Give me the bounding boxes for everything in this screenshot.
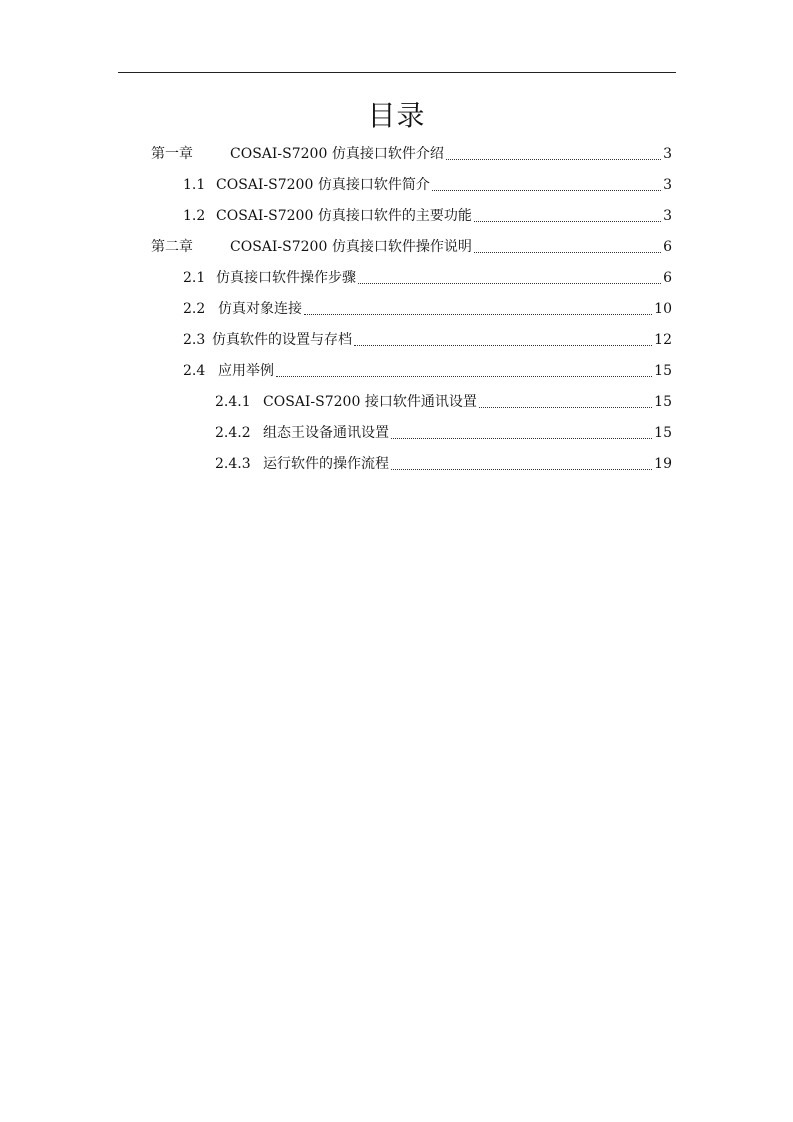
toc-entry-page: 3	[663, 208, 672, 224]
toc-entry-page: 12	[654, 332, 672, 348]
dot-leader	[391, 438, 652, 439]
dot-leader	[474, 252, 661, 253]
toc-entry-number: 2.4.3	[215, 456, 251, 472]
toc-entry-title: COSAI-S7200 仿真接口软件简介	[216, 177, 430, 193]
toc-entry-page: 3	[663, 146, 672, 162]
toc-entry-title: COSAI-S7200 仿真接口软件操作说明	[230, 239, 472, 255]
toc-entry-page: 10	[654, 301, 672, 317]
toc-entry-title: 运行软件的操作流程	[263, 456, 389, 472]
dot-leader	[391, 469, 652, 470]
toc-entry-number: 2.4.1	[215, 394, 251, 410]
toc-entry-title: 仿真对象连接	[218, 301, 302, 317]
toc-entry-page: 15	[654, 394, 672, 410]
toc-entry-2-4-3[interactable]	[215, 454, 672, 474]
toc-entry-2-2[interactable]	[183, 299, 672, 319]
toc-entry-2-4[interactable]	[183, 361, 672, 381]
toc-entry-page: 15	[654, 425, 672, 441]
toc-entry-title: 仿真软件的设置与存档	[212, 332, 352, 348]
toc-entry-page: 6	[663, 270, 672, 286]
dot-leader	[304, 314, 652, 315]
header-rule	[118, 72, 676, 73]
toc-entry-1-2[interactable]	[183, 206, 672, 226]
dot-leader	[358, 283, 661, 284]
toc-entry-number: 2.2	[183, 301, 206, 317]
toc-entry-2-4-1[interactable]	[215, 392, 672, 412]
toc-entry-number: 1.2	[183, 208, 206, 224]
toc-entry-number: 2.3	[183, 332, 206, 348]
toc-entry-title: COSAI-S7200 接口软件通讯设置	[263, 394, 477, 410]
toc-entry-number: 2.4	[183, 363, 206, 379]
toc-title: 目录	[367, 99, 426, 132]
dot-leader	[276, 376, 652, 377]
toc-entry-title: 组态王设备通讯设置	[263, 425, 389, 441]
toc-entry-title: 仿真接口软件操作步骤	[216, 270, 356, 286]
toc-entry-page: 19	[654, 456, 672, 472]
toc-entry-number: 第二章	[151, 239, 193, 255]
toc-entry-2-1[interactable]	[183, 268, 672, 288]
toc-entry-1-1[interactable]	[183, 175, 672, 195]
toc-entry-number: 2.4.2	[215, 425, 251, 441]
dot-leader	[446, 159, 661, 160]
toc-entry-page: 6	[663, 239, 672, 255]
toc-entry-number: 1.1	[183, 177, 206, 193]
toc-entry-page: 3	[663, 177, 672, 193]
dot-leader	[474, 221, 661, 222]
toc-entry-chapter-1[interactable]	[151, 144, 672, 164]
toc-entry-chapter-2[interactable]	[151, 237, 672, 257]
toc-entry-title: 应用举例	[218, 363, 274, 379]
toc-entry-2-4-2[interactable]	[215, 423, 672, 443]
dot-leader	[479, 407, 652, 408]
toc-entry-page: 15	[654, 363, 672, 379]
toc-entry-number: 第一章	[151, 146, 193, 162]
dot-leader	[432, 190, 661, 191]
dot-leader	[354, 345, 652, 346]
toc-entry-2-3[interactable]	[183, 330, 672, 350]
toc-entry-number: 2.1	[183, 270, 206, 286]
toc-entry-title: COSAI-S7200 仿真接口软件的主要功能	[216, 208, 472, 224]
toc-entry-title: COSAI-S7200 仿真接口软件介绍	[230, 146, 444, 162]
